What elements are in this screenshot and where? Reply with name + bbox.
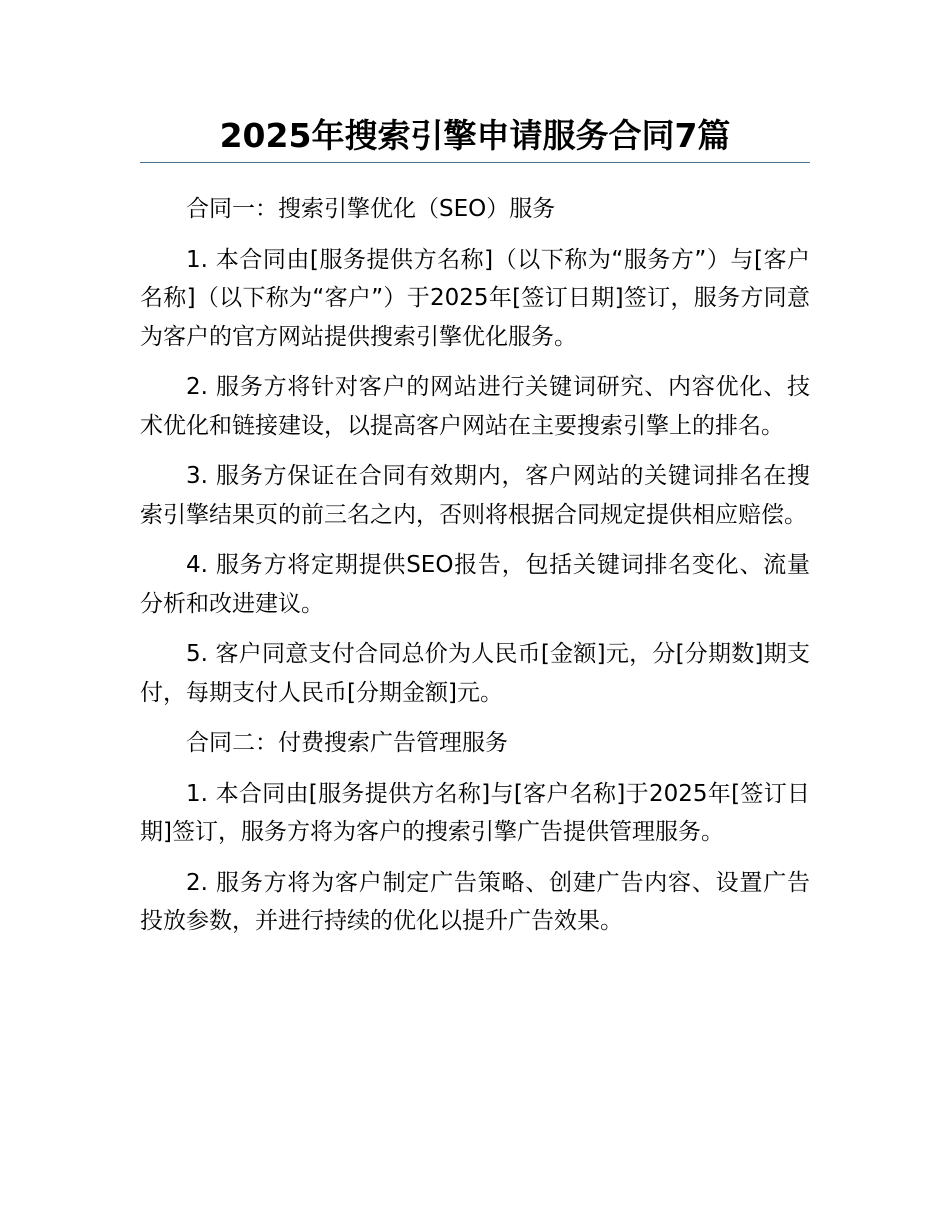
section-heading: 合同二：付费搜索广告管理服务 xyxy=(186,730,508,756)
section-heading: 合同一：搜索引擎优化（SEO）服务 xyxy=(186,196,556,222)
document-title: 2025年搜索引擎申请服务合同7篇 xyxy=(219,116,731,155)
clause-paragraph: 2. 服务方将为客户制定广告策略、创建广告内容、设置广告投放参数，并进行持续的优化以提升广告效果。 xyxy=(140,869,810,934)
clause-paragraph: 4. 服务方将定期提供SEO报告，包括关键词排名变化、流量分析和改进建议。 xyxy=(140,552,810,617)
clause-paragraph: 1. 本合同由[服务提供方名称]与[客户名称]于2025年[签订日期]签订，服务方将为客户的搜索引擎广告提供管理服务。 xyxy=(140,780,810,845)
clause-paragraph: 5. 客户同意支付合同总价为人民币[金额]元，分[分期数]期支付，每期支付人民币[分期金额]元。 xyxy=(140,641,810,706)
title-divider xyxy=(140,162,810,163)
document-body xyxy=(140,190,810,953)
clause-paragraph: 3. 服务方保证在合同有效期内，客户网站的关键词排名在搜索引擎结果页的前三名之内，否则将根据合同规定提供相应赔偿。 xyxy=(140,463,810,528)
clause-paragraph: 2. 服务方将针对客户的网站进行关键词研究、内容优化、技术优化和链接建设，以提高客户网站在主要搜索引擎上的排名。 xyxy=(140,374,810,439)
clause-paragraph: 1. 本合同由[服务提供方名称]（以下称为“服务方”）与[客户名称]（以下称为“客户”）于2025年[签订日期]签订，服务方同意为客户的官方网站提供搜索引擎优化服务。 xyxy=(140,246,810,350)
